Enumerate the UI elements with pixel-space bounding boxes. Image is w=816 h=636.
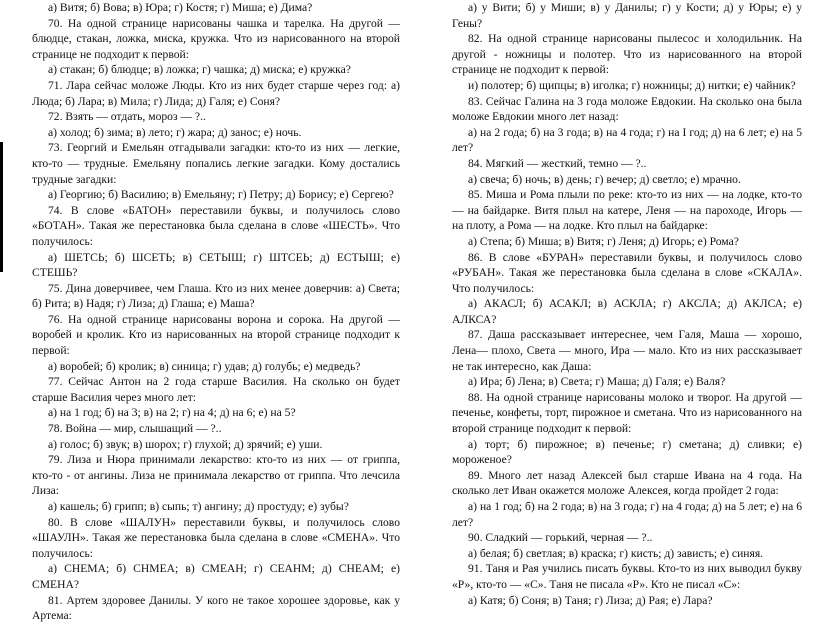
question-88: 88. На одной странице нарисованы молоко и творог. На другой — печенье, конфеты, торт, пирожное и сметана. Что из нарисованного на второй странице подходит к первой: xyxy=(452,390,802,436)
answers-70: а) стакан; б) блюдце; в) ложка; г) чашка; д) миска; е) кружка? xyxy=(48,63,351,77)
answers-84: а) свеча; б) ночь; в) день; г) вечер; д) светло; е) мрачно. xyxy=(468,172,741,186)
question-91: 91. Таня и Рая учились писать буквы. Кто-то из них выводил букву «Р», кто-то — «С». Таня не писала «Р». Кто не писал «С»: xyxy=(452,562,802,591)
question-83: 83. Сейчас Галина на 3 года моложе Евдокии. На сколько она была моложе Евдокии много лет назад: xyxy=(452,94,802,124)
question-81: 81. Артем здоровее Данилы. У кого не такое хорошее здоровье, как у Артема: xyxy=(32,593,400,623)
question-73: 73. Георгий и Емельян отгадывали загадки: кто-то из них — легкие, кто-то — трудные. Емельяну попались легкие загадки. Кому достались трудные загадки: xyxy=(32,141,400,186)
question-77: 77. Сейчас Антон на 2 года старше Василия. На сколько он будет старше Василия через много лет: xyxy=(32,375,400,404)
question-90: 90. Сладкий — горький, черная — ?.. xyxy=(468,531,653,545)
answers-79: а) кашель; б) грипп; в) сыпь; т) ангину; д) простуду; е) зубы? xyxy=(48,500,349,513)
page-edge-mark xyxy=(0,142,3,272)
question-84: 84. Мягкий — жесткий, темно — ?.. xyxy=(468,156,647,170)
answers-82: и) полотер; б) щипцы; в) иголка; г) ножницы; д) нитки; е) чайник? xyxy=(468,78,796,92)
question-82: 82. На одной странице нарисованы пылесос и холодильник. На другой - ножницы и полотер. Что из нарисованного на второй странице не подходит к первой: xyxy=(452,32,802,77)
question-80: 80. В слове «ШАЛУН» переставили буквы, и получилось слово «ШАУЛН». Такая же перестановка была сделана в слове «СМЕНА». Что получилось: xyxy=(32,515,400,560)
question-70: 70. На одной странице нарисованы чашка и тарелка. На другой — блюдце, стакан, ложка, миска, кружка. Что из нарисованного на второй странице не подходит к первой: xyxy=(32,16,400,61)
answers-89: а) на 1 год; б) на 2 года; в) на 3 года; г) на 4 года; д) на 5 лет; е) на 6 лет? xyxy=(452,500,802,529)
question-86: 86. В слове «БУРАН» переставили буквы, и получилось слово «РУБАН». Такая же перестановка была сделана в слове «СКАЛА». Что получилось: xyxy=(452,250,802,295)
question-79: 79. Лиза и Нюра принимали лекарство: кто-то из них — от гриппа, кто-то - от ангины. Лиза не принимала лекарство от гриппа. Что лечсила Лиза: xyxy=(32,453,400,498)
question-75: 75. Дина доверчивее, чем Глаша. Кто из них менее доверчив: а) Света; б) Рита; в) Надя; г) Лиза; д) Глаша; е) Маша? xyxy=(32,281,400,311)
answers-73: а) Георгию; б) Василию; в) Емельяну; г) Петру; д) Борису; е) Сергею? xyxy=(48,188,394,202)
question-87: 87. Даша рассказывает интереснее, чем Галя, Маша — хорошо, Лена— плохо, Света — много, Ира — мало. Кто из них рассказывает не так интересно, как Даша: xyxy=(452,328,802,373)
answers-88: а) торт; б) пирожное; в) печенье; г) сметана; д) сливки; е) мороженое? xyxy=(452,437,802,467)
answers-83: а) на 2 года; б) на 3 года; в) на 4 года; г) на I год; д) на 6 лет; е) на 5 лет? xyxy=(452,125,802,155)
answers-76: а) воробей; б) кролик; в) синица; г) удав; д) голубь; е) медведь? xyxy=(48,359,361,373)
question-76: 76. На одной странице нарисованы ворона и сорока. На другой — воробей и кролик. Кто из нарисованных на второй странице подходит к первой: xyxy=(32,312,400,358)
answers-80: а) СНЕМА; б) СНМЕА; в) СМЕАН; г) СЕАНМ; д) СНЕАМ; е) СМЕНА? xyxy=(32,562,400,591)
answers-72: а) холод; б) зима; в) лето; г) жара; д) занос; е) ночь. xyxy=(48,125,302,139)
answers-78: а) голос; б) звук; в) шорох; г) глухой; д) зрячий; е) уши. xyxy=(48,437,323,451)
answers-81: а) у Вити; б) у Миши; в) у Данилы; г) у Кости; д) у Юры; е) у Гены? xyxy=(452,1,802,30)
question-85: 85. Миша и Рома плыли по реке: кто-то из них — на лодке, кто-то — на байдарке. Витя плыл на катере, Леня — на пароходе, Игорь — на плоту, а Рома — на лодке. Кто плыл на байдарке: xyxy=(452,188,802,233)
question-78: 78. Война — мир, слышащий — ?.. xyxy=(48,422,222,436)
answers-90: а) белая; б) светлая; в) краска; г) кисть; д) зависть; е) синяя. xyxy=(468,546,764,560)
question-72: 72. Взять — отдать, мороз — ?.. xyxy=(48,110,206,124)
answers-87: а) Ира; б) Лена; в) Света; г) Маша; д) Галя; е) Валя? xyxy=(468,375,726,389)
answers-77: а) на 1 год; б) на 3; в) на 2; г) на 4; д) на 6; е) на 5? xyxy=(48,406,296,420)
answers-74: а) ШЕТСЬ; б) ШСЕТЬ; в) СЕТЫШ; г) ШТСЕЬ; д) ЕСТЫШ; е) СТЕШЬ? xyxy=(32,250,400,280)
answers-91: а) Катя; б) Соня; в) Таня; г) Лиза; д) Рая; е) Лара? xyxy=(468,593,713,607)
answers-86: а) АКАСЛ; б) АСАКЛ; в) АСКЛА; г) АКСЛА; д) АКЛСА; е) АЛКСА? xyxy=(452,297,802,326)
text-line: а) Витя; б) Вова; в) Юра; г) Костя; г) Миша; е) Дима? xyxy=(48,1,313,14)
answers-85: а) Степа; б) Миша; в) Витя; г) Леня; д) Игорь; е) Рома? xyxy=(468,234,739,248)
question-89: 89. Много лет назад Алексей был старше Ивана на 4 года. На сколько лет Иван окажется моложе Алексея, когда пройдет 2 года: xyxy=(452,468,802,498)
question-74: 74. В слове «БАТОН» переставили буквы, и получилось слово «БОТАН». Такая же перестановка была сделана в слове «ШЕСТЬ». Что получилось: xyxy=(32,203,400,248)
question-71: 71. Лара сейчас моложе Люды. Кто из них будет старше через год: а) Люда; б) Лара; в) Мила; г) Лида; д) Галя; е) Соня? xyxy=(32,78,400,108)
right-column xyxy=(452,0,802,608)
left-column xyxy=(32,0,400,624)
